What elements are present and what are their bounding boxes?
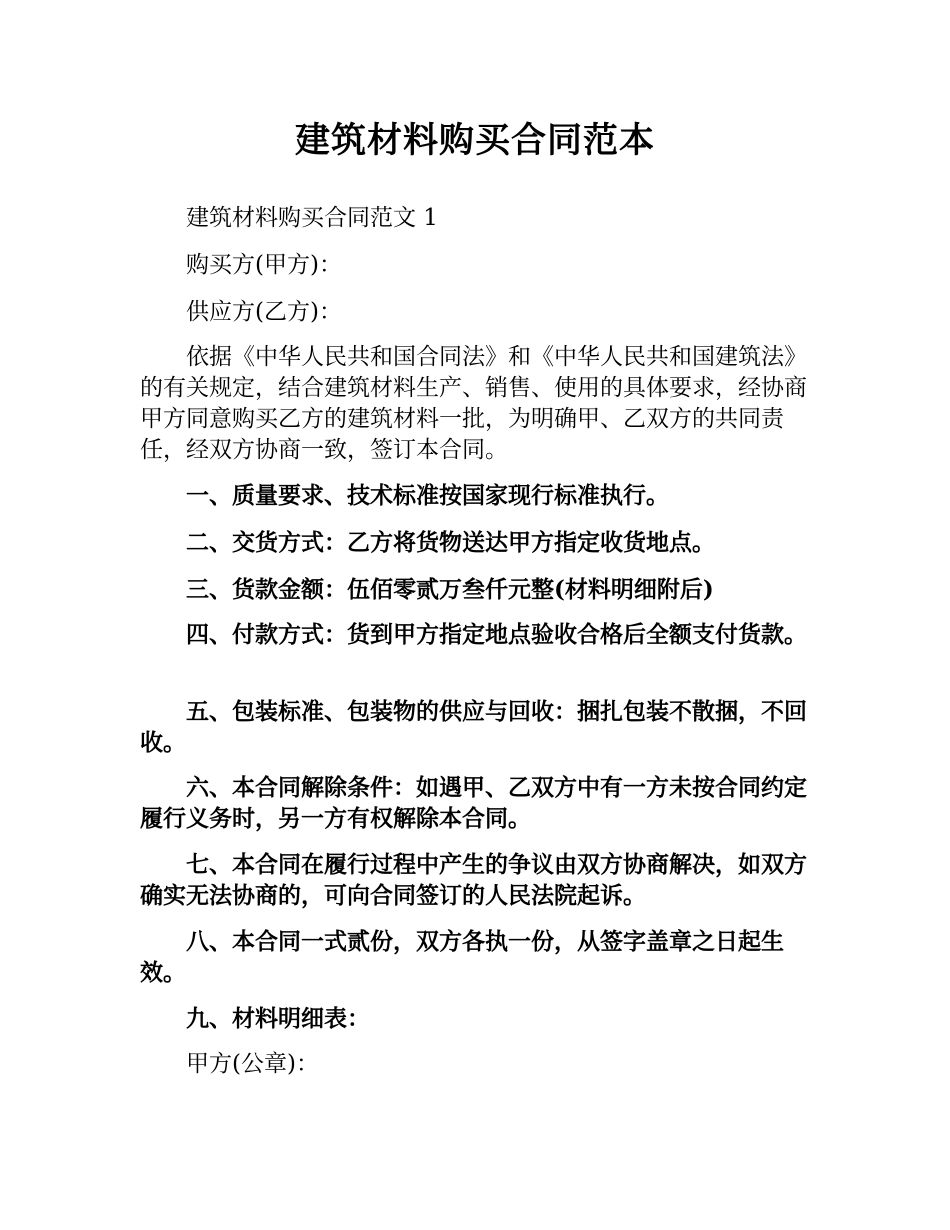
document-paragraph: 一、质量要求、技术标准按国家现行标准执行。 [186,482,669,509]
document-paragraph: 七、本合同在履行过程中产生的争议由双方协商解决，如双方确实无法协商的，可向合同签订的人民法院起诉。 [140,851,807,909]
document-paragraph: 五、包装标准、包装物的供应与回收：捆扎包装不散捆，不回收。 [140,698,807,756]
document-paragraph: 八、本合同一式贰份，双方各执一份，从签字盖章之日起生效。 [140,928,784,986]
document-paragraph: 建筑材料购买合同范文 1 [186,205,438,231]
document-title: 建筑材料购买合同范本 [294,121,655,161]
document-paragraph: 六、本合同解除条件：如遇甲、乙双方中有一方未按合同约定履行义务时，另一方有权解除本合同。 [140,774,807,832]
document-paragraph: 三、货款金额：伍佰零贰万叁仟元整(材料明细附后) [186,576,714,603]
document-paragraph: 二、交货方式：乙方将货物送达甲方指定收货地点。 [186,529,715,556]
document-paragraph: 九、材料明细表： [186,1005,370,1032]
document-paragraph: 甲方(公章)： [186,1051,319,1077]
document-paragraph: 依据《中华人民共和国合同法》和《中华人民共和国建筑法》的有关规定，结合建筑材料生产、销售、使用的具体要求，经协商甲方同意购买乙方的建筑材料一批，为明确甲、乙双方的共同责任，经双方协商一致，签订本合同。 [140,344,807,463]
document-paragraph: 供应方(乙方)： [186,299,342,325]
document-paragraph: 四、付款方式：货到甲方指定地点验收合格后全额支付货款。 [186,621,807,648]
document-paragraph: 购买方(甲方)： [186,252,342,278]
